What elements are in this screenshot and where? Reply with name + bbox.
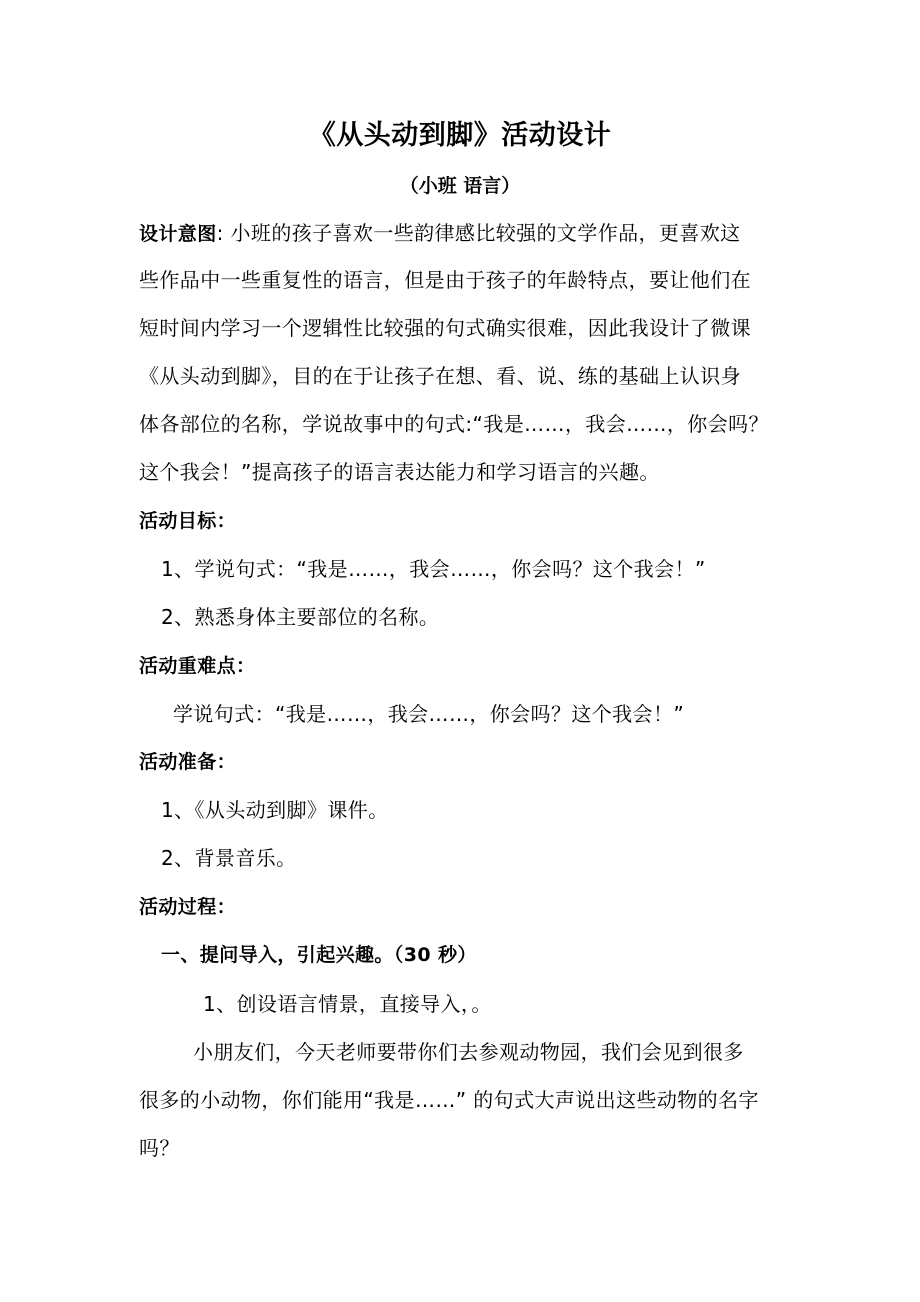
key-points-text: 学说句式：“我是……，我会……，你会吗？这个我会！” <box>173 702 685 726</box>
process-section-one: 一、提问导入，引起兴趣。（30 秒） <box>161 944 477 966</box>
intent-line-2: 短时间内学习一个逻辑性比较强的句式确实很难，因此我设计了微课 <box>139 316 751 340</box>
intent-label: 设计意图 <box>139 223 217 245</box>
process-step-one: 1、创设语言情景，直接导入，。 <box>203 992 492 1016</box>
intent-line-5: 这个我会！”提高孩子的语言表达能力和学习语言的兴趣。 <box>139 460 660 484</box>
preparation-heading: 活动准备： <box>139 751 237 773</box>
intent-line-0: 小班的孩子喜欢一些韵律感比较强的文学作品，更喜欢这 <box>230 221 741 245</box>
goal-item-2: 2、熟悉身体主要部位的名称。 <box>161 605 440 629</box>
goal-item-1: 1、学说句式：“我是……，我会……，你会吗？这个我会！” <box>161 557 706 581</box>
intent-line-4: 体各部位的名称，学说故事中的句式:“我是……，我会……，你会吗？ <box>139 412 769 436</box>
process-paragraph-line-1: 小朋友们，今天老师要带你们去参观动物园，我们会见到很多 <box>193 1040 744 1064</box>
intent-colon: : <box>216 221 224 245</box>
preparation-item-1: 1、《从头动到脚》课件。 <box>161 798 389 822</box>
intent-line-1: 些作品中一些重复性的语言，但是由于孩子的年龄特点，要让他们在 <box>139 268 751 292</box>
key-points-heading: 活动重难点： <box>139 655 256 677</box>
preparation-item-2: 2、背景音乐。 <box>161 846 297 870</box>
process-paragraph-line-3: 吗？ <box>139 1136 180 1160</box>
document-subtitle: （小班 语言） <box>399 175 521 197</box>
goals-heading: 活动目标： <box>139 510 237 532</box>
process-heading: 活动过程： <box>139 896 237 918</box>
document-title: 《从头动到脚》活动设计 <box>308 120 612 151</box>
intent-first-line <box>139 219 799 248</box>
intent-line-3: 《从头动到脚》，目的在于让孩子在想、看、说、练的基础上认识身 <box>139 364 741 388</box>
process-paragraph-line-2: 很多的小动物，你们能用“我是……” 的句式大声说出这些动物的名字 <box>139 1088 759 1112</box>
